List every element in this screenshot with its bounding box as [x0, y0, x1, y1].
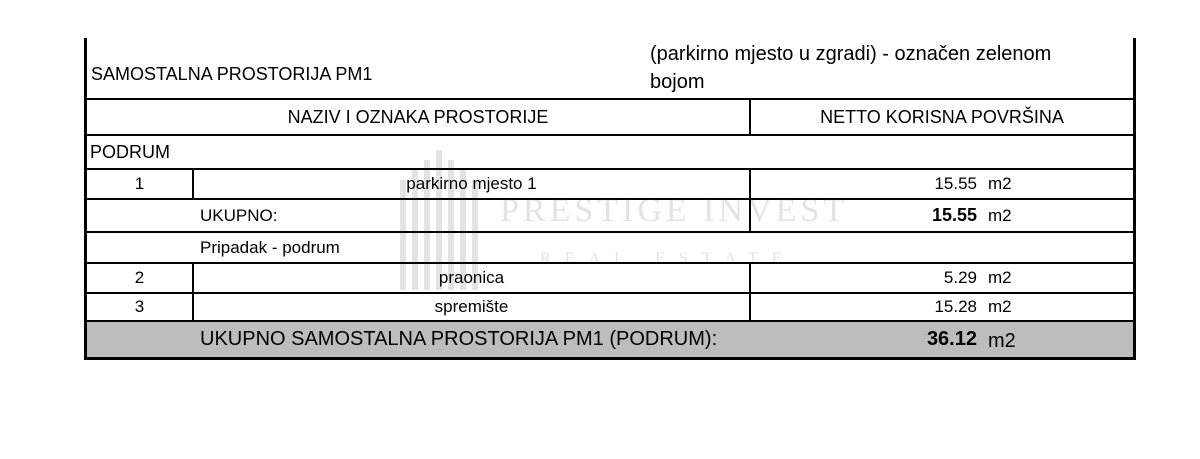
- table-note: [650, 40, 1140, 96]
- title-row: [84, 38, 1136, 98]
- section-label: PODRUM: [90, 141, 170, 162]
- row-name: spremište: [192, 294, 749, 320]
- table-row: [84, 264, 1136, 294]
- total-area: 36.12: [926, 328, 977, 350]
- row-number: 2: [134, 268, 145, 287]
- table-row: [84, 170, 1136, 200]
- row-area: 15.28: [749, 294, 985, 320]
- row-name: parkirno mjesto 1: [192, 170, 749, 198]
- subtotal-label: UKUPNO:: [200, 205, 278, 225]
- row-unit: m2: [988, 297, 1012, 316]
- column-header-name: NAZIV I OZNAKA PROSTORIJE: [287, 106, 549, 127]
- total-row: [84, 322, 1136, 360]
- row-number: 1: [134, 174, 145, 193]
- table-row: [84, 294, 1136, 322]
- table-note-line1: (parkirno mjesto u zgradi) - označen zelenom: [650, 43, 1052, 65]
- watermark-text-secondary: REAL ESTATE: [540, 250, 796, 267]
- total-label: UKUPNO SAMOSTALNA PROSTORIJA PM1 (PODRUM):: [200, 328, 718, 350]
- row-unit: m2: [988, 174, 1012, 193]
- subtotal-unit: m2: [988, 205, 1012, 225]
- section-row: [84, 136, 1136, 170]
- row-number: 3: [134, 297, 145, 316]
- table-note-line2: bojom: [650, 71, 705, 93]
- row-name: praonica: [192, 264, 749, 292]
- row-area: 5.29: [749, 264, 985, 292]
- appurtenance-label: Pripadak - podrum: [200, 237, 340, 257]
- watermark-text-primary: PRESTIGE INVEST: [500, 192, 849, 229]
- column-header-row: [84, 98, 1136, 136]
- appurtenance-row: [84, 233, 1136, 264]
- total-unit: m2: [988, 330, 1016, 352]
- row-area: 15.55: [749, 170, 985, 198]
- table-title: SAMOSTALNA PROSTORIJA PM1: [91, 63, 373, 84]
- column-header-area: NETTO KORISNA POVRŠINA: [749, 100, 1133, 134]
- subtotal-area: 15.55: [749, 200, 985, 231]
- row-unit: m2: [988, 268, 1012, 287]
- subtotal-row: [84, 200, 1136, 233]
